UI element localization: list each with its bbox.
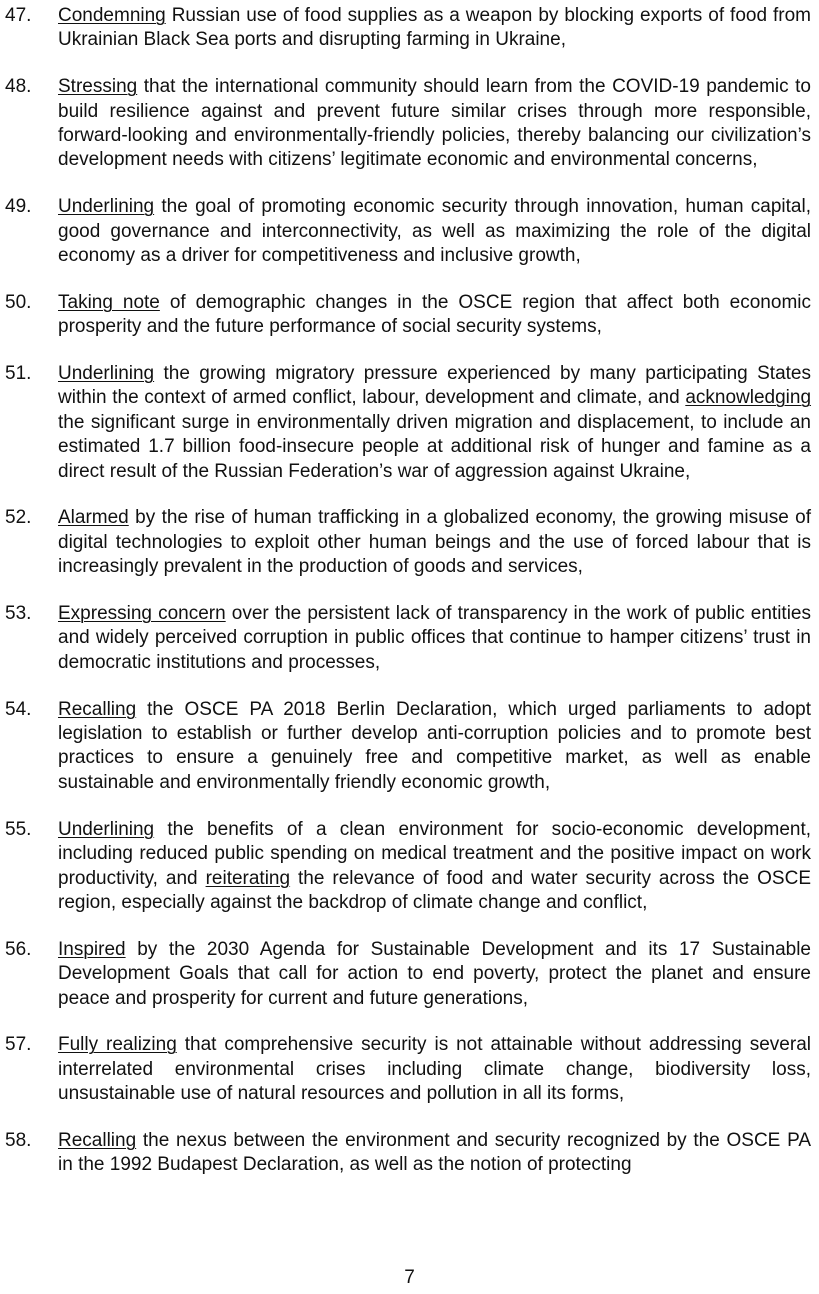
paragraph-number: 49.	[5, 196, 32, 218]
paragraph-52	[0, 506, 819, 579]
paragraph-49	[0, 195, 819, 268]
paragraph-text	[58, 938, 811, 1011]
operative-phrase: Fully realizing	[58, 1034, 177, 1056]
paragraph-body: the nexus between the environment and security recognized by the OSCE PA in the 1992 Budapest Declaration, as well as the notion of protecting	[58, 1129, 811, 1176]
paragraph-body: the goal of promoting economic security through innovation, human capital, good governance and interconnectivity, as well as maximizing the role of the digital economy as a driver for competitiveness and inclusive growth,	[58, 196, 811, 267]
paragraph-56	[0, 938, 819, 1011]
paragraph-body: the benefits of a clean environment for socio-economic development, including reduced public spending on medical treatment and the positive impact on work productivity, and	[58, 818, 812, 889]
operative-phrase: Inspired	[58, 938, 126, 960]
operative-phrase: Condemning	[58, 5, 166, 26]
paragraph-text	[58, 362, 811, 484]
operative-phrase: Recalling	[58, 1129, 137, 1151]
operative-phrase: Expressing concern	[58, 603, 226, 625]
operative-phrase: Taking note	[58, 291, 160, 313]
paragraph-number: 54.	[5, 698, 32, 720]
paragraph-number: 50.	[5, 291, 32, 313]
paragraph-50	[0, 291, 819, 340]
operative-phrase: Underlining	[58, 363, 155, 385]
paragraph-body: that comprehensive security is not attainable without addressing several interrelated environmental crises including climate change, biodiversity loss, unsustainable use of natural resources and pollution in all its forms,	[58, 1034, 811, 1105]
paragraph-53	[0, 602, 819, 675]
page-number: 7	[404, 1267, 415, 1288]
paragraph-number: 55.	[5, 818, 32, 840]
operative-phrase-secondary: reiterating	[205, 867, 291, 889]
paragraph-body: the OSCE PA 2018 Berlin Declaration, which urged parliaments to adopt legislation to establish or further develop anti-corruption policies and to promote best practices to ensure a genuinely free and competitive market, as well as enable sustainable and environmentally friendly economic growth,	[58, 698, 812, 793]
paragraph-number: 47.	[5, 5, 32, 26]
operative-phrase: Underlining	[58, 818, 155, 840]
paragraph-number: 56.	[5, 938, 32, 960]
paragraph-48	[0, 75, 819, 173]
paragraph-number: 51.	[5, 363, 32, 385]
paragraph-number: 48.	[5, 76, 32, 98]
paragraph-body-secondary: the relevance of food and water security across the OSCE region, especially against the backdrop of climate change and conflict,	[58, 867, 812, 913]
paragraph-body: by the rise of human trafficking in a globalized economy, the growing misuse of digital technologies to exploit other human beings and the use of forced labour that is increasingly prevalent in the production of goods and services,	[58, 507, 812, 578]
paragraph-51	[0, 362, 819, 484]
paragraph-number: 52.	[5, 507, 32, 529]
paragraph-text	[58, 506, 811, 579]
paragraph-body: by the 2030 Agenda for Sustainable Development and its 17 Sustainable Development Goals that call for action to end poverty, protect the planet and ensure peace and prosperity for current and future generations,	[58, 938, 811, 1009]
paragraph-54	[0, 698, 819, 796]
paragraph-text	[58, 818, 811, 916]
paragraph-text	[58, 75, 811, 173]
paragraph-text	[58, 4, 811, 53]
paragraph-57	[0, 1033, 819, 1106]
paragraph-body: the growing migratory pressure experienced by many participating States within the context of armed conflict, labour, development and climate, and	[58, 363, 811, 409]
paragraph-body: of demographic changes in the OSCE region that affect both economic prosperity and the future performance of social security systems,	[58, 291, 811, 338]
paragraph-body: over the persistent lack of transparency in the work of public entities and widely perceived corruption in public offices that continue to hamper citizens’ trust in democratic institutions and processes,	[58, 603, 811, 673]
paragraph-text	[58, 698, 811, 796]
operative-phrase: Alarmed	[58, 507, 129, 529]
operative-phrase: Recalling	[58, 698, 137, 720]
paragraph-body: that the international community should learn from the COVID-19 pandemic to build resilience against and prevent future similar crises through more responsible, forward-looking and environmentally-friendly policies, thereby balancing our civilization’s development needs with citizens’ legitimate economic and environmental concerns,	[58, 76, 811, 171]
paragraph-text	[58, 291, 811, 340]
document-body	[0, 4, 819, 1200]
paragraph-number: 53.	[5, 603, 32, 625]
paragraph-text	[58, 1033, 811, 1106]
paragraph-text	[58, 1129, 811, 1178]
paragraph-body-secondary: the significant surge in environmentally driven migration and displacement, to include an estimated 1.7 billion food-insecure people at additional risk of hunger and famine as a direct result of the Russian Federation’s war of aggression against Ukraine,	[58, 411, 811, 482]
paragraph-body: Russian use of food supplies as a weapon by blocking exports of food from Ukrainian Black Sea ports and disrupting farming in Ukraine,	[58, 5, 811, 51]
paragraph-number: 58.	[5, 1129, 32, 1151]
operative-phrase: Stressing	[58, 76, 138, 98]
operative-phrase: Underlining	[58, 196, 155, 218]
paragraph-55	[0, 818, 819, 916]
paragraph-47	[0, 4, 819, 53]
paragraph-text	[58, 195, 811, 268]
paragraph-text	[58, 602, 811, 675]
operative-phrase-secondary: acknowledging	[685, 387, 812, 409]
paragraph-58	[0, 1129, 819, 1178]
paragraph-number: 57.	[5, 1034, 32, 1056]
